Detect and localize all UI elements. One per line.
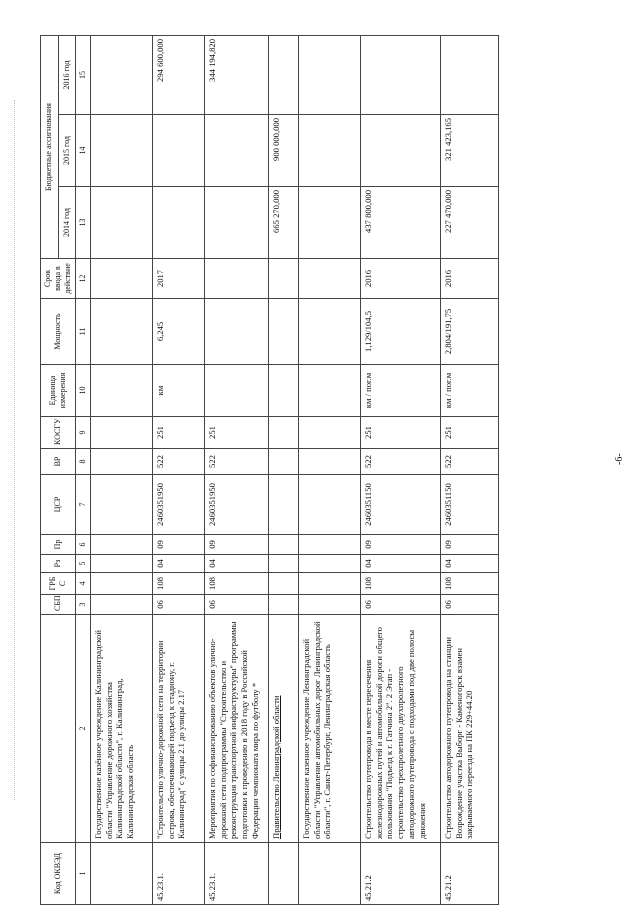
header-2015: 2015 год: [58, 115, 76, 187]
budget-table: [40, 35, 499, 905]
cell-2016: [441, 36, 499, 115]
table-row: [269, 36, 299, 905]
cell-vr: [91, 449, 153, 475]
cell-rz: [91, 555, 153, 573]
cell-2015: 321 423,165: [441, 115, 499, 187]
header-name: [41, 615, 76, 843]
cell-csr: 2460351150: [441, 475, 499, 535]
cell-code: [91, 843, 153, 905]
cell-name: Мероприятия по софинансированию объектов улично-дорожной сети подпрограммы "Строительство и реконструкция транспортной инфраструктуры" программы подготовки к проведению в 2018 году в Российской Федерации чемпионата мира по футболу *: [205, 615, 269, 843]
cell-capacity: [299, 299, 361, 365]
cell-rz: 04: [153, 555, 205, 573]
cell-pr: 09: [441, 535, 499, 555]
cell-vr: 522: [361, 449, 441, 475]
cell-pr: 09: [361, 535, 441, 555]
cell-2014: [91, 187, 153, 259]
cell-2016: 294 600,000: [153, 36, 205, 115]
cell-pr: [91, 535, 153, 555]
cell-deadline: [91, 259, 153, 299]
cell-grbs: 108: [153, 573, 205, 595]
cell-unit: км / пог.м: [441, 365, 499, 417]
cell-kosgu: [299, 417, 361, 449]
cell-name: "Строительство улично-дорожной сети на территории острова, обеспечивающей подъезд к стадиону, г. Калининград" с улицы 2.1 до улицы 2.17: [153, 615, 205, 843]
cell-csr: 2460351950: [205, 475, 269, 535]
cell-2015: [299, 115, 361, 187]
header-unit: Единица измерения: [41, 365, 76, 417]
table-row: [299, 36, 361, 905]
col-num: 7: [76, 475, 91, 535]
cell-unit: км / пог.м: [361, 365, 441, 417]
cell-2016: [91, 36, 153, 115]
cell-pr: 09: [153, 535, 205, 555]
cell-rz: 04: [361, 555, 441, 573]
cell-code: 45.21.2: [441, 843, 499, 905]
cell-sbp: 06: [441, 595, 499, 615]
cell-grbs: [91, 573, 153, 595]
cell-unit: км: [153, 365, 205, 417]
scan-edge-mark: [14, 100, 15, 800]
cell-sbp: [299, 595, 361, 615]
cell-vr: 522: [205, 449, 269, 475]
cell-2015: [205, 115, 269, 187]
cell-deadline: 2016: [361, 259, 441, 299]
col-num: 1: [76, 843, 91, 905]
cell-capacity: 1,129/104,5: [361, 299, 441, 365]
cell-deadline: [205, 259, 269, 299]
cell-unit: [299, 365, 361, 417]
cell-code: 45.21.2: [361, 843, 441, 905]
cell-2016: [361, 36, 441, 115]
cell-2014: [153, 187, 205, 259]
cell-csr: 2460351950: [153, 475, 205, 535]
cell-code: 45.23.1.: [205, 843, 269, 905]
cell-2014: [205, 187, 269, 259]
header-deadline: Срок ввода в действие: [41, 259, 76, 299]
cell-deadline: 2016: [441, 259, 499, 299]
cell-pr: [269, 535, 299, 555]
cell-grbs: 108: [361, 573, 441, 595]
cell-2015: [153, 115, 205, 187]
header-vr: ВР: [41, 449, 76, 475]
cell-2016: [299, 36, 361, 115]
cell-2014: 227 470,000: [441, 187, 499, 259]
cell-name: Государственное казенное учреждение Ленинградской области "Управление автомобильных дорог Ленинградской области", г. Санкт-Петербург, Ленинградская область: [299, 615, 361, 843]
cell-kosgu: 251: [205, 417, 269, 449]
col-num: 4: [76, 573, 91, 595]
header-budget: Бюджетные ассигнования: [41, 36, 59, 259]
cell-capacity: [269, 299, 299, 365]
cell-sbp: 06: [361, 595, 441, 615]
col-num: 6: [76, 535, 91, 555]
col-num: 14: [76, 115, 91, 187]
cell-kosgu: 251: [441, 417, 499, 449]
cell-2014: [299, 187, 361, 259]
cell-rz: [269, 555, 299, 573]
cell-name: Строительство путепровода в месте пересечения железнодорожных путей и автомобильной дороги общего пользования "Подъезд к г. Гатчина 2". 2 Этап - строительство трехпролетного двухпролетного автодорожного путепровода с подходами под две полосы движения: [361, 615, 441, 843]
cell-rz: [299, 555, 361, 573]
cell-2016: [269, 36, 299, 115]
cell-deadline: [299, 259, 361, 299]
cell-pr: 09: [205, 535, 269, 555]
cell-deadline: [269, 259, 299, 299]
table-row: [91, 36, 153, 905]
page-number: -6-: [614, 453, 625, 465]
cell-vr: 522: [441, 449, 499, 475]
cell-vr: [299, 449, 361, 475]
header-code: Код ОКВЭД: [41, 843, 76, 905]
cell-2014: 437 800,000: [361, 187, 441, 259]
header-rz: Рз: [41, 555, 76, 573]
cell-code: [299, 843, 361, 905]
header-grbs: ГРБ С: [41, 573, 76, 595]
cell-code: 45.23.1.: [153, 843, 205, 905]
col-num: 2: [76, 615, 91, 843]
cell-2014: 665 270,000: [269, 187, 299, 259]
cell-grbs: 108: [205, 573, 269, 595]
header-2014: 2014 год: [58, 187, 76, 259]
header-pr: Пр: [41, 535, 76, 555]
header-2016: 2016 год: [58, 36, 76, 115]
cell-capacity: [91, 299, 153, 365]
cell-kosgu: [91, 417, 153, 449]
header-sbp: СБП: [41, 595, 76, 615]
cell-capacity: 2,804/191,75: [441, 299, 499, 365]
cell-capacity: 6,245: [153, 299, 205, 365]
cell-csr: [91, 475, 153, 535]
cell-vr: [269, 449, 299, 475]
header-capacity: Мощность: [41, 299, 76, 365]
cell-unit: [269, 365, 299, 417]
cell-csr: [299, 475, 361, 535]
cell-kosgu: 251: [361, 417, 441, 449]
col-num: 9: [76, 417, 91, 449]
header-csr: ЦСР: [41, 475, 76, 535]
col-num: 11: [76, 299, 91, 365]
cell-kosgu: 251: [153, 417, 205, 449]
cell-2015: 900 000,000: [269, 115, 299, 187]
cell-code: [269, 843, 299, 905]
cell-csr: [269, 475, 299, 535]
table-row: [205, 36, 269, 905]
table-row: [441, 36, 499, 905]
table-row: [153, 36, 205, 905]
cell-deadline: 2017: [153, 259, 205, 299]
col-num: 10: [76, 365, 91, 417]
cell-name: Строительство автодорожного путепровода на станции Возрождение участка Выборг - Каменогорск взамен закрываемого переезда на ПК 229+44.20: [441, 615, 499, 843]
cell-grbs: 108: [441, 573, 499, 595]
cell-sbp: 06: [153, 595, 205, 615]
cell-rz: 04: [205, 555, 269, 573]
header-row-1: [41, 36, 59, 905]
cell-name: Государственное казённое учреждение Калининградской области "Управление дорожного хозяйства Калининградской области", г. Калининград, Калининградская область: [91, 615, 153, 843]
cell-grbs: [299, 573, 361, 595]
cell-csr: 2460351150: [361, 475, 441, 535]
col-num: 5: [76, 555, 91, 573]
column-numbers-row: [76, 36, 91, 905]
cell-unit: [91, 365, 153, 417]
cell-pr: [299, 535, 361, 555]
col-num: 12: [76, 259, 91, 299]
cell-name: Правительство Ленинградской области: [269, 615, 299, 843]
cell-sbp: [91, 595, 153, 615]
cell-sbp: [269, 595, 299, 615]
cell-grbs: [269, 573, 299, 595]
cell-vr: 522: [153, 449, 205, 475]
cell-2015: [361, 115, 441, 187]
col-num: 3: [76, 595, 91, 615]
cell-2016: 344 194,820: [205, 36, 269, 115]
cell-unit: [205, 365, 269, 417]
table-row: [361, 36, 441, 905]
col-num: 13: [76, 187, 91, 259]
cell-capacity: [205, 299, 269, 365]
col-num: 15: [76, 36, 91, 115]
col-num: 8: [76, 449, 91, 475]
cell-kosgu: [269, 417, 299, 449]
cell-rz: 04: [441, 555, 499, 573]
cell-sbp: 06: [205, 595, 269, 615]
header-kosgu: КОСГУ: [41, 417, 76, 449]
cell-2015: [91, 115, 153, 187]
